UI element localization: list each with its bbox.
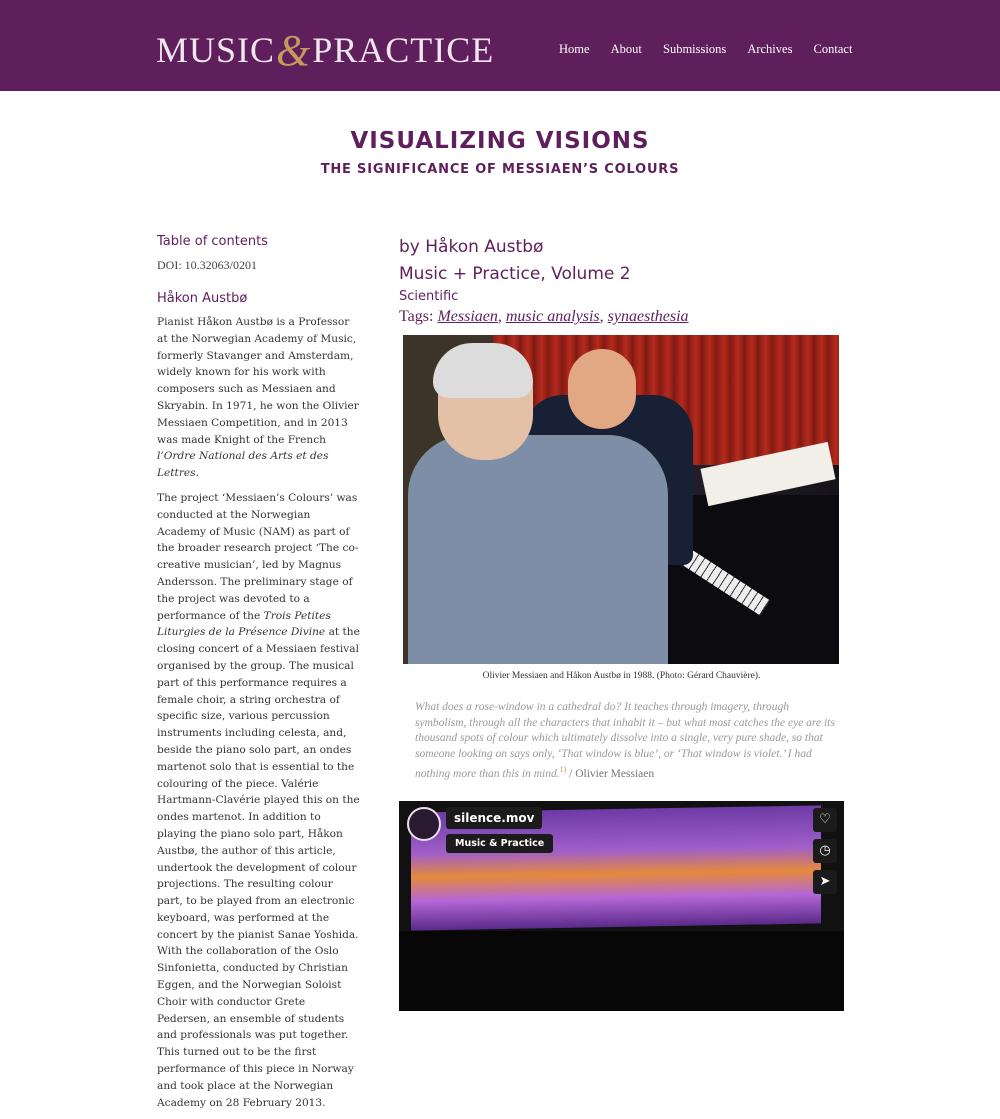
nav-submissions[interactable]: Submissions bbox=[663, 42, 727, 56]
nav-contact[interactable]: Contact bbox=[813, 42, 853, 56]
tag-link-synaesthesia[interactable]: synaesthesia bbox=[607, 308, 689, 325]
nav-archives[interactable]: Archives bbox=[747, 42, 793, 56]
video-channel[interactable]: Music & Practice bbox=[446, 834, 553, 853]
main-nav bbox=[559, 38, 868, 57]
logo-text-music: MUSIC bbox=[156, 30, 276, 70]
bio-p1-emphasis: l’Ordre National des Arts et des Lettres. bbox=[157, 450, 329, 480]
site-header bbox=[0, 0, 1000, 91]
site-logo[interactable] bbox=[156, 22, 494, 73]
send-icon[interactable]: ➤ bbox=[813, 870, 837, 894]
nav-about[interactable]: About bbox=[610, 42, 642, 56]
article-headline bbox=[0, 128, 1000, 177]
bio-p2-text-a: The project ‘Messiaen’s Colours’ was conducted at the Norwegian Academy of Music (NAM) as part of the broader research project ‘The co-creative musician’, led by Magnus Andersson. The preliminary stage of the project was devoted to a performance of the bbox=[157, 491, 359, 622]
main-content bbox=[399, 234, 844, 889]
tag-link-music-analysis[interactable]: music analysis bbox=[505, 308, 600, 325]
video-title[interactable]: silence.mov bbox=[446, 807, 542, 829]
tags-label: Tags: bbox=[399, 308, 438, 325]
doi-text: DOI: 10.32063/0201 bbox=[157, 258, 257, 272]
bio-paragraph-2 bbox=[157, 490, 361, 1111]
author-bio bbox=[157, 314, 361, 1111]
sidebar bbox=[157, 234, 361, 1119]
bio-p2-text-b: at the closing concert of a Messiaen festival organised by the group. The musical part of this performance requires a female choir, a string orchestra of specific size, various percussion instruments including celesta, and, beside the piano solo part, an ondes martenot solo that is essential to the colouring of the piece. Valérie Hartmann-Clavérie played this on the ondes martenot. In addition to playing the piano solo part, Håkon Austbø, the author of this article, undertook the development of colour projections. The resulting colour part, to be played from an electronic keyboard, was performed at the concert by the pianist Sanae Yoshida. With the collaboration of the Oslo Sinfonietta, conducted by Christian Eggen, and the Norwegian Soloist Choir with conductor Grete Pedersen, an ensemble of students and professionals was put together. This turned out to be the first performance of this piece in Norway and took place at the Norwegian Academy on 28 February 2013. bbox=[157, 626, 360, 1109]
logo-text-practice: PRACTICE bbox=[312, 30, 495, 70]
article-subtitle: THE SIGNIFICANCE OF MESSIAEN’S COLOURS bbox=[320, 162, 680, 177]
video-embed[interactable] bbox=[399, 801, 844, 1011]
quote-text: What does a rose-window in a cathedral do? It teaches through imagery, through symbolism, through all the characters that inhabit it – but what most catches the eye are its thousand spots of colour which ultimately dissolve into a single, very pure shade, so that someone looking on says only, ‘That window is blue’, or ‘That window is violet.’ I had nothing more than this in mind. bbox=[415, 701, 835, 781]
byline: by Håkon Austbø bbox=[399, 237, 544, 257]
channel-avatar[interactable] bbox=[407, 807, 441, 841]
bio-paragraph-1 bbox=[157, 314, 361, 482]
messiaen-quote bbox=[415, 700, 835, 783]
article-photo bbox=[403, 335, 839, 664]
bio-p2-emphasis: Trois Petites Liturgies de la Présence Divine bbox=[157, 609, 331, 639]
photo-caption: Olivier Messiaen and Håkon Austbø in 1988. (Photo: Gérard Chauvière). bbox=[482, 671, 761, 681]
heart-icon[interactable]: ♡ bbox=[813, 808, 837, 832]
article-title: VISUALIZING VISIONS bbox=[350, 128, 650, 154]
table-of-contents-link[interactable]: Table of contents bbox=[157, 234, 268, 249]
nav-home[interactable]: Home bbox=[559, 42, 590, 56]
footnote-ref[interactable]: 1) bbox=[559, 765, 567, 775]
tag-link-messiaen[interactable]: Messiaen bbox=[437, 308, 498, 325]
logo-ampersand: & bbox=[276, 26, 312, 75]
bio-p1-text: Pianist Håkon Austbø is a Professor at the Norwegian Academy of Music, formerly Stavanger and Amsterdam, widely known for his work with composers such as Messiaen and Skryabin. In 1971, he won the Olivier Messiaen Competition, and in 2013 was made Knight of the French bbox=[157, 316, 359, 446]
volume-line: Music + Practice, Volume 2 bbox=[399, 264, 631, 284]
category-label: Scientific bbox=[399, 289, 459, 304]
clock-icon[interactable]: ◷ bbox=[813, 839, 837, 863]
tags-line: Tags: Messiaen, music analysis, synaesthesia bbox=[399, 308, 689, 325]
quote-attribution: / Olivier Messiaen bbox=[566, 768, 655, 781]
author-heading: Håkon Austbø bbox=[157, 291, 248, 306]
